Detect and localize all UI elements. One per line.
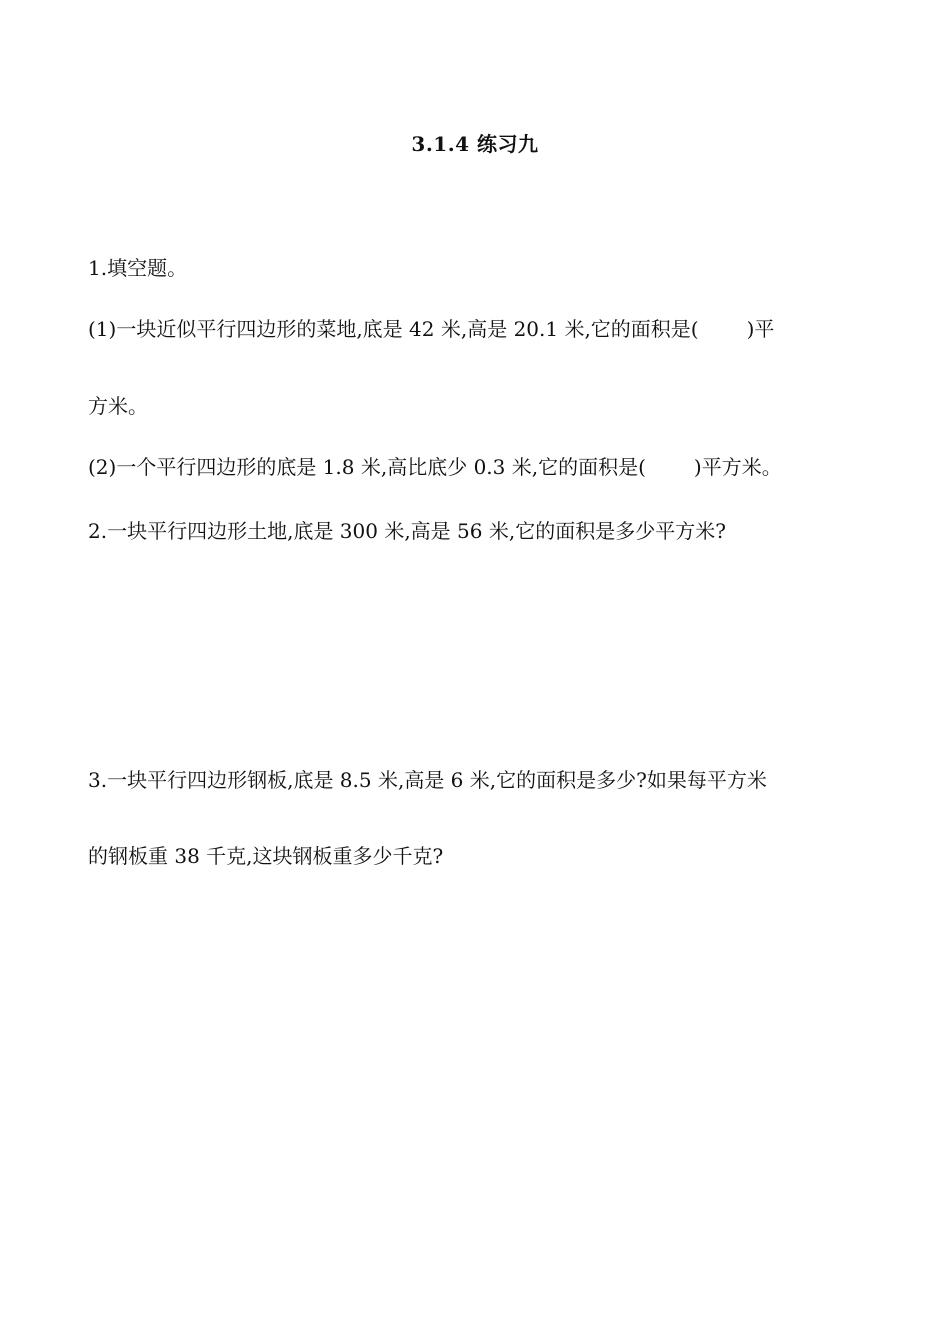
question-1-text-before-blank: (1)一块近似平行四边形的菜地,底是 42 米,高是 20.1 米,它的面积是(	[88, 317, 699, 341]
page-title: 3.1.4 练习九	[411, 132, 539, 156]
question-1-line-1	[88, 315, 774, 343]
question-2-text-after-blank: )平方米。	[693, 455, 782, 479]
question-2-text-before-blank: (2)一个平行四边形的底是 1.8 米,高比底少 0.3 米,它的面积是(	[88, 455, 646, 479]
problem-2-text: 2.一块平行四边形土地,底是 300 米,高是 56 米,它的面积是多少平方米?	[88, 519, 726, 543]
question-1-text-after-blank: )平	[746, 317, 775, 341]
section-heading-fill-in: 1.填空题。	[88, 256, 188, 280]
problem-3-line-1: 3.一块平行四边形钢板,底是 8.5 米,高是 6 米,它的面积是多少?如果每平方米	[88, 768, 767, 792]
problem-3-line-2: 的钢板重 38 千克,这块钢板重多少千克?	[88, 844, 444, 868]
question-2-line	[88, 453, 782, 481]
question-1-line-2: 方米。	[88, 394, 148, 418]
